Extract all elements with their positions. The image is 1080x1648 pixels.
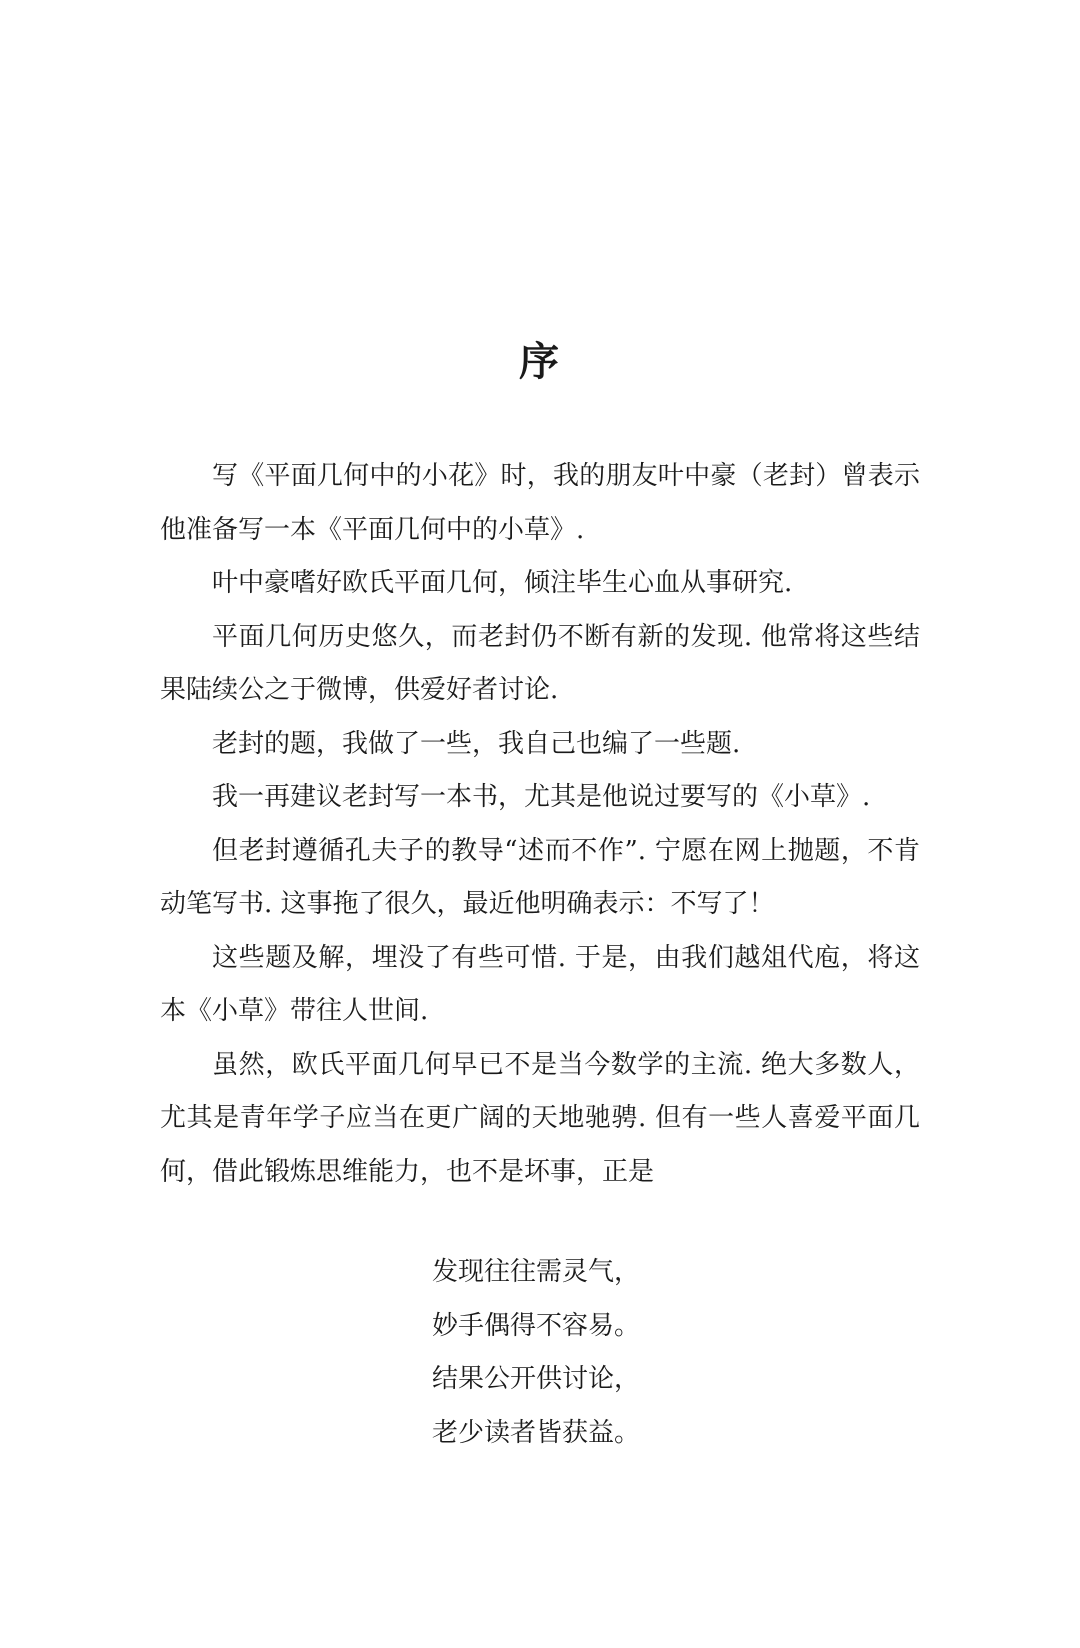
- poem-line: 老少读者皆获益。: [432, 1417, 641, 1448]
- poem-line: 妙手偶得不容易。: [432, 1310, 641, 1341]
- poem: [432, 1246, 792, 1460]
- preface-body: [160, 450, 920, 1199]
- paragraph: 虽然，欧氏平面几何早已不是当今数学的主流. 绝大多数人，尤其是青年学子应当在更广阔的天地驰骋. 但有一些人喜爱平面几何，借此锻炼思维能力，也不是坏事，正是: [160, 1049, 920, 1187]
- paragraph: 这些题及解，埋没了有些可惜. 于是，由我们越俎代庖，将这本《小草》带往人世间.: [160, 942, 920, 1026]
- paragraph: 平面几何历史悠久，而老封仍不断有新的发现. 他常将这些结果陆续公之于微博，供爱好者讨论.: [160, 621, 920, 705]
- paragraph: 叶中豪嗜好欧氏平面几何，倾注毕生心血从事研究.: [212, 568, 793, 598]
- page-title: 序: [519, 338, 561, 385]
- paragraph: 老封的题，我做了一些，我自己也编了一些题.: [212, 728, 741, 759]
- paragraph: 写《平面几何中的小花》时，我的朋友叶中豪（老封）曾表示他准备写一本《平面几何中的小草》.: [160, 461, 920, 545]
- paragraph: 但老封遵循孔夫子的教导“述而不作”. 宁愿在网上抛题，不肯动笔写书. 这事拖了很久，最近他明确表示：不写了！: [160, 835, 920, 919]
- poem-line: 结果公开供讨论，: [432, 1364, 641, 1394]
- poem-line: 发现往往需灵气，: [432, 1257, 641, 1287]
- paragraph: 我一再建议老封写一本书，尤其是他说过要写的《小草》.: [212, 782, 871, 812]
